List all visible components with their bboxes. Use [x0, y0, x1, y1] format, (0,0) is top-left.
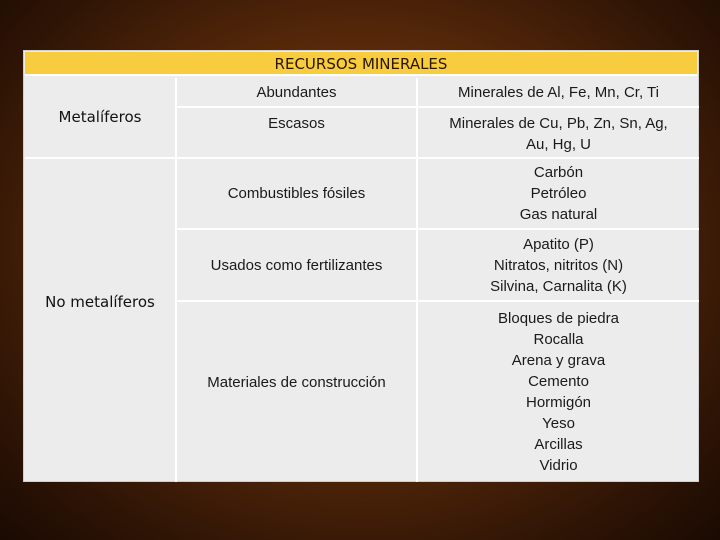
type-cell-combustibles: Combustibles fósiles [227, 185, 366, 202]
examples-cell-construccion: Bloques de piedra Rocalla Arena y grava Cemento Hormigón Yeso Arcillas Vidrio [498, 310, 619, 474]
examples-cell-fertilizantes: Apatito (P) Nitratos, nitritos (N) Silvina, Carnalita (K) [490, 235, 627, 295]
type-cell-abundantes: Abundantes [256, 83, 337, 101]
type-cell-construccion: Materiales de construcción [207, 373, 386, 391]
type-cell-escasos: Escasos [268, 114, 325, 132]
group-label-metaliferos: Metalíferos [58, 108, 142, 126]
examples-cell-abundantes: Minerales de Al, Fe, Mn, Cr, Ti [458, 83, 659, 101]
type-cell-fertilizantes: Usados como fertilizantes [210, 256, 383, 274]
examples-cell-combustibles: Carbón Petróleo Gas natural [519, 164, 598, 223]
group-label-no-metaliferos: No metalíferos [45, 293, 155, 311]
examples-cell-escasos: Minerales de Cu, Pb, Zn, Sn, Ag, Au, Hg, U [449, 114, 668, 153]
table-title-bar [25, 52, 697, 76]
table-title: RECURSOS MINERALES [274, 55, 448, 73]
